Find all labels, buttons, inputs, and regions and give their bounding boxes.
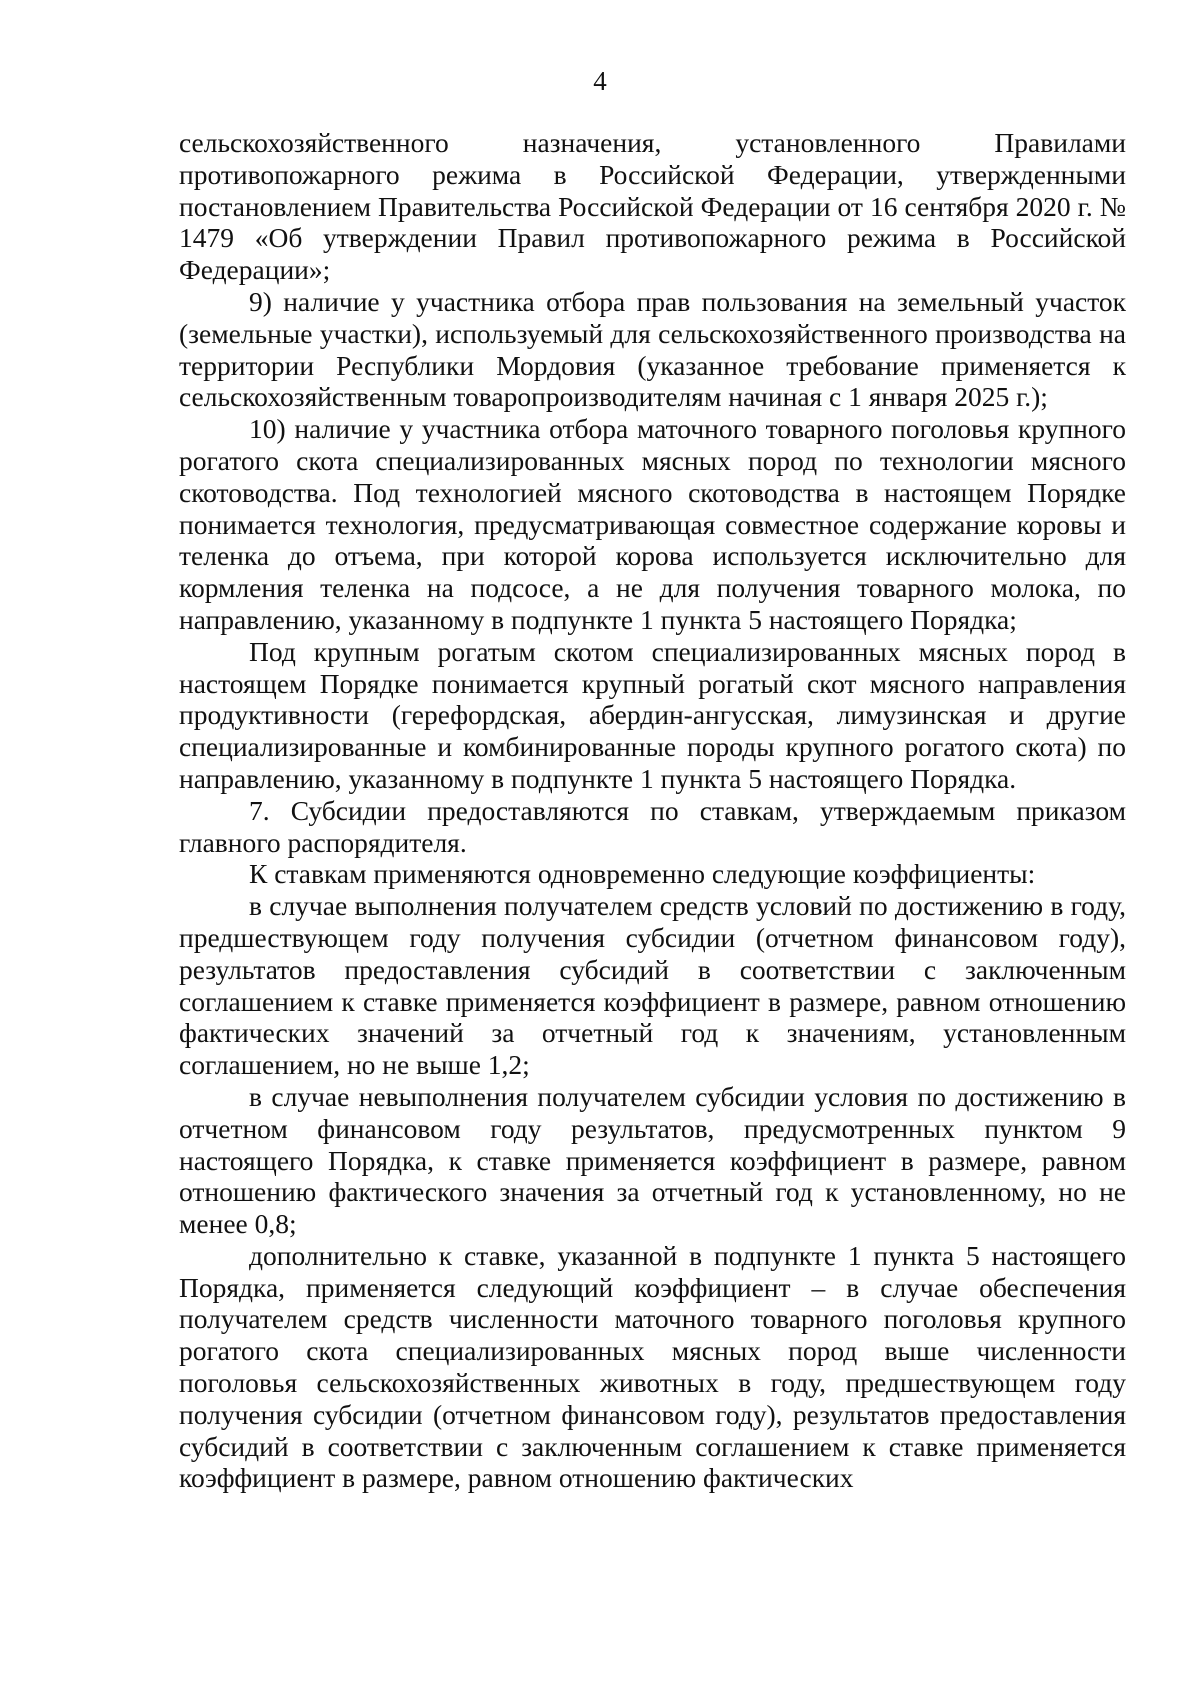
paragraph-5: 7. Субсидии предоставляются по ставкам, утверждаемым приказом главного распорядителя.	[179, 794, 1126, 858]
document-body	[179, 127, 1126, 1494]
page-number: 4	[593, 66, 607, 96]
paragraph-6: К ставкам применяются одновременно следующие коэффициенты:	[249, 858, 1036, 890]
paragraph-2: 9) наличие у участника отбора прав пользования на земельный участок (земельные участки), используемый для сельскохозяйственного производства на территории Республики Мордовия (указанное требование применяется к сельскохозяйственным товаропроизводителям начиная с 1 января 2025 г.);	[179, 285, 1126, 413]
paragraph-9: дополнительно к ставке, указанной в подпункте 1 пункта 5 настоящего Порядка, применяется следующий коэффициент – в случае обеспечения получателем средств численности маточного товарного поголовья крупного рогатого скота специализированных мясных пород выше численности поголовья сельскохозяйственных животных в году, предшествующем году получения субсидии (отчетном финансовом году), результатов предоставления субсидий в соответствии с заключенным соглашением к ставке применяется коэффициент в размере, равном отношению фактических	[179, 1239, 1126, 1494]
paragraph-1: сельскохозяйственного назначения, установленного Правилами противопожарного режима в Российской Федерации, утвержденными постановлением Правительства Российской Федерации от 16 сентября 2020 г. № 1479 «Об утверждении Правил противопожарного режима в Российской Федерации»;	[179, 127, 1126, 286]
paragraph-7: в случае выполнения получателем средств условий по достижению в году, предшествующем году получения субсидии (отчетном финансовом году), результатов предоставления субсидий в соответствии с заключенным соглашением к ставке применяется коэффициент в размере, равном отношению фактических значений за отчетный год к значениям, установленным соглашением, но не выше 1,2;	[179, 890, 1126, 1081]
paragraph-8: в случае невыполнения получателем субсидии условия по достижению в отчетном финансовом году результатов, предусмотренных пунктом 9 настоящего Порядка, к ставке применяется коэффициент в размере, равном отношению фактического значения за отчетный год к установленному, но не менее 0,8;	[179, 1080, 1126, 1240]
paragraph-4: Под крупным рогатым скотом специализированных мясных пород в настоящем Порядке понимается крупный рогатый скот мясного направления продуктивности (герефордская, абердин-ангусская, лимузинская и другие специализированные и комбинированные породы крупного рогатого скота) по направлению, указанному в подпункте 1 пункта 5 настоящего Порядка.	[179, 635, 1126, 794]
paragraph-3: 10) наличие у участника отбора маточного товарного поголовья крупного рогатого скота специализированных мясных пород по технологии мясного скотоводства. Под технологией мясного скотоводства в настоящем Порядке понимается технология, предусматривающая совместное содержание коровы и теленка до отъема, при которой корова используется исключительно для кормления теленка на подсосе, а не для получения товарного молока, по направлению, указанному в подпункте 1 пункта 5 настоящего Порядка;	[179, 413, 1126, 635]
